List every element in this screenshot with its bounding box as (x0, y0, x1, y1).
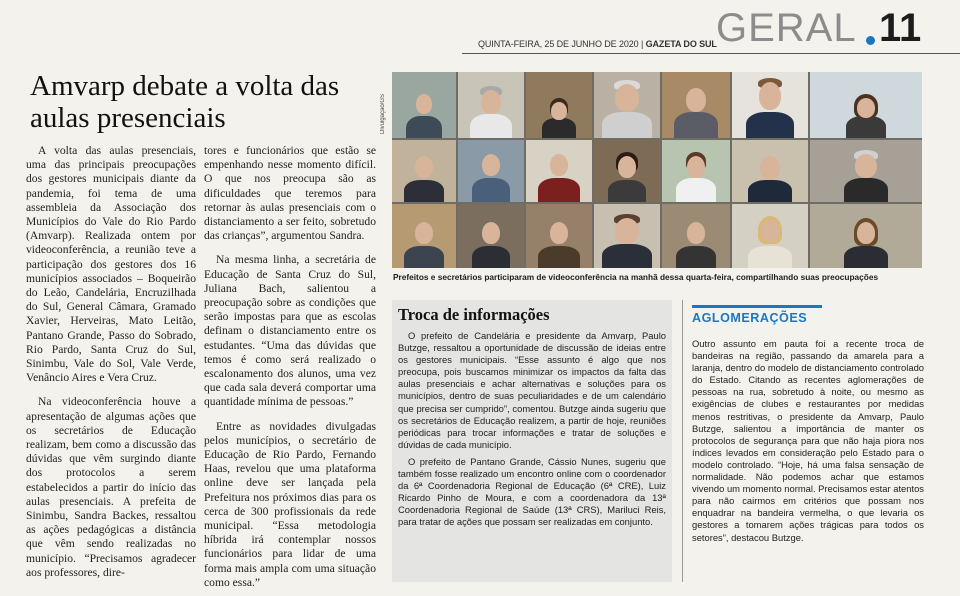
video-tile (392, 140, 456, 202)
video-tile (526, 72, 592, 138)
page-number: 11 (879, 6, 922, 50)
kicker-rule (692, 305, 822, 308)
video-tile (526, 204, 592, 268)
photo-caption: Prefeitos e secretários participaram de videoconferência na manhã dessa quarta-feira, compartilhando suas preocupações (393, 272, 879, 282)
box-text (398, 330, 666, 529)
headline: Amvarp debate a volta das aulas presenciais (30, 70, 340, 134)
article-paragraph: A volta das aulas presenciais, uma das principais preocupações dos gestores municipais diante da pandemia, foi tema de uma assembleia da Associação dos Municípios do Vale do Rio Pardo (Amvarp). Realizada ontem por videoconferência, a reunião teve a participação dos gestores dos 16 municípios associados – Boqueirão do Leão, Candelária, Encruzilhada do Sul, General Câmara, Gramado Xavier, Herveiras, Mato Leitão, Pantano Grande, Passo do Sobrado, Rio Pardo, Santa Cruz do Sul, Sinimbu, Vale do Sol, Vale Verde, Venâncio Aires e Vera Cruz. (26, 144, 196, 385)
video-tile (392, 204, 456, 268)
article-paragraph: Na mesma linha, a secretária de Educação de Santa Cruz do Sul, Juliana Bach, salientou a preocupação sobre as condições que serão impostas para que as escolas definam o distanciamento entre os estudantes. “Uma das dúvidas que temos é como será realizado o escalonamento dos alunos, uma vez que cada sala deverá comportar uma quantidade mínima de pessoas.” (204, 253, 376, 409)
sidebar-text: Outro assunto em pauta foi a recente troca de bandeiras na região, passando da amarela para a laranja, dentro do modelo de distanciamento controlado do Estado. Citando as recentes aglomerações de pessoas na rua, sobretudo à noite, ou mesmo as exigências de clubes e restaurantes por medidas menos restritivas, o presidente da Amvarp, Paulo Butzge, salientou a importância de manter os protocolos de segurança para que não haja piora nos índices levados em consideração pelo Estado para o modelo controlado. “Hoje, há uma falsa sensação de normalidade. Não podemos achar que estamos vivendo um momento normal. Precisamos estar atentos para não cairmos em critérios que possam nos enquadrar na bandeira vermelha, o que levaria os gestores a tomarem ações trágicas para todos os setores”, destacou Butzge. (692, 338, 924, 543)
box-paragraph: O prefeito de Candelária e presidente da Amvarp, Paulo Butzge, ressaltou a oportunidade de discussão de ideias entre os gestores municipais. “Esse assunto é algo que nos preocupa, pois buscamos minimizar os impactos da falta das aulas presenciais e achar alternativas e soluções para os municípios, dentro de suas peculiaridades e de um calendário que precisa ser cumprido”, comentou. Butzge ainda sugeriu que os secretários de Educação realizem, a partir de hoje, reuniões periódicas para trocar informações e tratar de soluções e dúvidas de cada município. (398, 330, 666, 450)
video-tile (732, 72, 808, 138)
videoconference-photo (392, 72, 922, 268)
article-paragraph: Entre as novidades divulgadas pelos municípios, o secretário de Educação de Rio Pardo, Fernando Haas, revelou que uma plataforma online deve ser lançada pela Prefeitura nos próximos dias para os cerca de 300 profissionais da rede municipal. “Essa metodologia híbrida irá contemplar nossos funcionários para lidar de uma forma mais ampla com uma situação como essa.” (204, 419, 376, 589)
article-paragraph-continuation: tores e funcionários que estão se empenhando nesse momento difícil. O que nos preocupa são as dificuldades que teremos para retornar às aulas presenciais com o distanciamento a ser feito, sobretudo das crianças”, argumentou Sandra. (204, 144, 376, 243)
article-paragraph: Na videoconferência houve a apresentação de algumas ações que os secretários de Educação realizam, bem como a discussão das dúvidas que vêm surgindo diante dos protocolos a serem estabelecidos a partir do início das aulas presenciais. A prefeita de Sinimbu, Sandra Backes, ressaltou as ações pedagógicas a distância que vêm sendo realizadas no município. “Precisamos agradecer aos professores, dire- (26, 395, 196, 579)
section-label: GERAL (716, 6, 857, 50)
video-tile (526, 140, 592, 202)
dateline-date: QUINTA-FEIRA, 25 DE JUNHO DE 2020 (478, 39, 639, 49)
video-tile (594, 204, 660, 268)
article-column-2 (204, 144, 376, 590)
column-divider (682, 300, 683, 582)
header-rule (462, 53, 960, 54)
video-tile (594, 140, 660, 202)
video-tile (732, 140, 808, 202)
box-paragraph: O prefeito de Pantano Grande, Cássio Nunes, sugeriu que também fosse realizado um encontro online com o coordenador da 6ª Coordenadoria Regional de Educação (6ª CRE), Luiz Ricardo Pinho de Moura, e com a coordenadora da 13ª Coordenadoria Regional de Saúde (13ª CRS), Mariluci Reis, para tratar de ações que possam ser realizadas em conjunto. (398, 455, 666, 528)
video-tile (458, 140, 524, 202)
sidebar-kicker: AGLOMERAÇÕES (692, 311, 808, 325)
video-tile (810, 72, 922, 138)
video-tile (662, 204, 730, 268)
video-tile (810, 140, 922, 202)
page-dot-icon (866, 36, 875, 45)
video-tile (458, 72, 524, 138)
photo-credit: Divulgação/GS (380, 93, 386, 134)
video-tile (732, 204, 808, 268)
dateline: QUINTA-FEIRA, 25 DE JUNHO DE 2020 | GAZETA DO SUL (478, 39, 717, 49)
video-tile (392, 72, 456, 138)
publication-name: GAZETA DO SUL (645, 39, 717, 49)
box-title: Troca de informações (398, 305, 550, 324)
article-column-1 (26, 144, 196, 590)
video-tile (662, 140, 730, 202)
video-tile (594, 72, 660, 138)
video-tile (662, 72, 730, 138)
video-tile (458, 204, 524, 268)
page-header (0, 0, 960, 62)
video-tile (810, 204, 922, 268)
